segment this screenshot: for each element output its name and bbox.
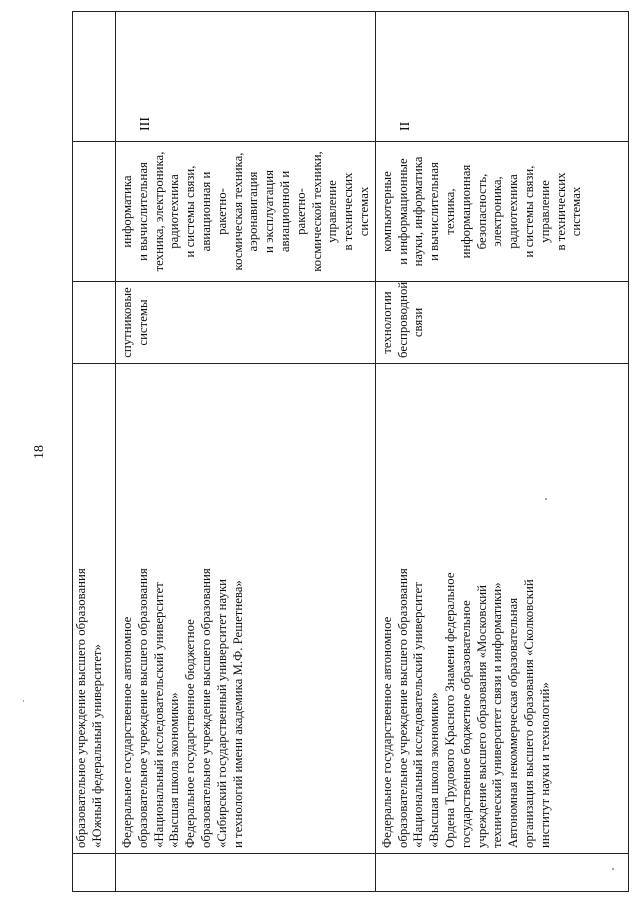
- table-frame: [72, 12, 584, 892]
- scan-speck: [545, 498, 547, 500]
- empty-cell: [73, 854, 116, 892]
- level-cell: III: [116, 12, 376, 142]
- empty-cell: [375, 854, 628, 892]
- areas-cell: информатика и вычислительная техника, электроника, радиотехника и системы связи, авиационная и ракетно- космическая техника, аэронавигация и эксплуатация авиационной и ракетно- космической техники, управление в технических системах: [116, 142, 376, 282]
- organizations-table: [72, 11, 629, 892]
- technology-cell: технологии беспроводной связи: [375, 282, 628, 364]
- areas-cell: компьютерные и информационные науки, информатика и вычислительная техника, информационная безопасность, электроника, радиотехника и системы связи, управление в технических системах: [375, 142, 628, 282]
- table-row: [375, 12, 628, 892]
- page-number: 18: [32, 445, 47, 459]
- scan-speck: [23, 700, 24, 702]
- rotated-table-wrapper: [72, 12, 584, 892]
- table-row: [116, 12, 376, 892]
- organizations-cell: Федеральное государственное автономное образовательное учреждение высшего образования «Национальный исследовательский университет «Высшая школа экономики» Ордена Трудового Красного Знамени федеральное государственное бюджетное образовательное учреждение высшего образования «Московский технический университет связи и информатики» Автономная некоммерческая образовательная организация высшего образования «Сколковский институт науки и технологий»: [375, 364, 628, 854]
- level-cell: II: [375, 12, 628, 142]
- level-cell: [73, 12, 116, 142]
- empty-cell: [116, 854, 376, 892]
- technology-cell: [73, 282, 116, 364]
- table-row: [73, 12, 116, 892]
- organizations-cell: образовательное учреждение высшего образования «Южный федеральный университет»: [73, 364, 116, 854]
- areas-cell: [73, 142, 116, 282]
- technology-cell: спутниковые системы: [116, 282, 376, 364]
- scan-speck: [612, 868, 614, 870]
- organizations-cell: Федеральное государственное автономное образовательное учреждение высшего образования «Национальный исследовательский университет «Высшая школа экономики» Федеральное государственное бюджетное образовательное учреждение высшего образования «Сибирский государственный университет науки и технологий имени академика М.Ф. Решетнева»: [116, 364, 376, 854]
